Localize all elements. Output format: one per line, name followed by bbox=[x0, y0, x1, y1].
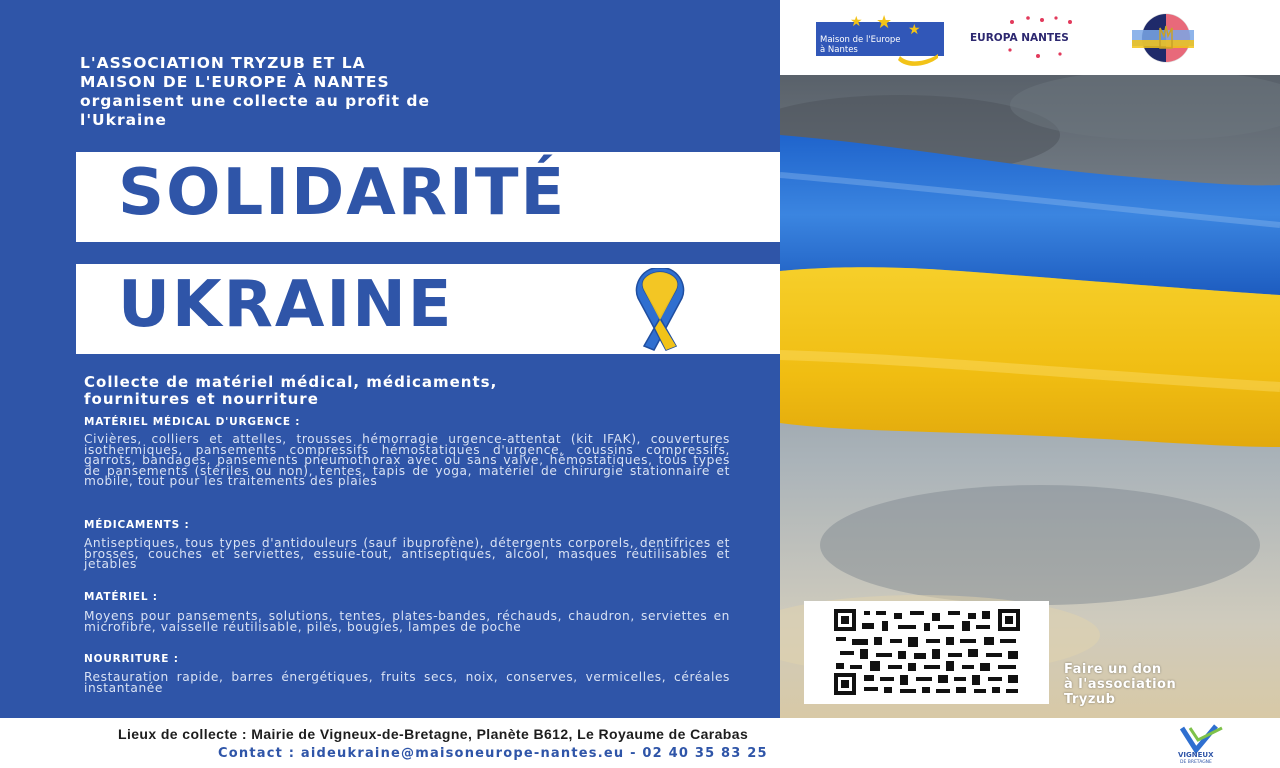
title-ukraine: UKRAINE bbox=[118, 268, 454, 342]
donate-text bbox=[1064, 662, 1176, 707]
collect-title-line: fournitures et nourriture bbox=[84, 390, 319, 408]
donate-line: Faire un don bbox=[1064, 662, 1162, 677]
contact-line[interactable]: Contact : aideukraine@maisoneurope-nantes.eu - 02 40 35 83 25 bbox=[218, 746, 768, 761]
intro-line: organisent une collecte au profit de bbox=[80, 92, 430, 110]
svg-text:VIGNEUX: VIGNEUX bbox=[1178, 751, 1214, 759]
section-heading: MATÉRIEL : bbox=[84, 591, 158, 603]
tryzub-logo bbox=[1132, 14, 1194, 62]
donate-line: Tryzub bbox=[1064, 692, 1116, 707]
svg-text:★: ★ bbox=[876, 12, 893, 33]
qr-code-icon bbox=[804, 601, 1049, 704]
section-heading: NOURRITURE : bbox=[84, 653, 179, 665]
svg-text:à Nantes: à Nantes bbox=[820, 45, 858, 55]
qr-code[interactable] bbox=[804, 601, 1049, 704]
svg-text:★: ★ bbox=[908, 22, 921, 38]
donate-line: à l'association bbox=[1064, 677, 1177, 692]
ribbon-icon bbox=[598, 268, 722, 352]
vigneux-logo bbox=[1176, 724, 1246, 764]
section-body: Civières, colliers et attelles, trousses hémorragie urgence-attentat (kit IFAK), couvertures isothermiques, pansements compressifs hémostatiques d'urgence, coussins compressifs, garrots, bandages, pansements pneumothorax avec ou sans valve, hémostatiques, tous types de pansements (stériles ou non), tentes, tapis de yoga, matériel de chirurgie stationnaire et mobile, tout pour les traitements des plaies bbox=[84, 432, 730, 489]
title-box-solidarite bbox=[76, 152, 780, 242]
intro-line: MAISON DE L'EUROPE À NANTES bbox=[80, 73, 390, 91]
collect-title bbox=[84, 374, 744, 408]
svg-text:Maison de l'Europe: Maison de l'Europe bbox=[820, 35, 901, 45]
intro-line: l'Ukraine bbox=[80, 111, 167, 129]
title-box-ukraine bbox=[76, 264, 780, 354]
svg-text:DE BRETAGNE: DE BRETAGNE bbox=[1180, 760, 1212, 764]
footer bbox=[0, 718, 1280, 768]
section-heading: MATÉRIEL MÉDICAL D'URGENCE : bbox=[84, 416, 301, 428]
maison-europe-logo bbox=[816, 12, 944, 66]
section-body: Restauration rapide, barres énergétiques, fruits secs, noix, conserves, vermicelles, céréales instantanée bbox=[84, 670, 730, 695]
title-solidarite: SOLIDARITÉ bbox=[118, 156, 567, 230]
section-body: Moyens pour pansements, solutions, tentes, plates-bandes, réchauds, chaudron, serviettes en microfibre, vaisselle réutilisable, piles, bougies, lampes de poche bbox=[84, 609, 730, 634]
partner-logos bbox=[780, 0, 1280, 75]
section-heading: MÉDICAMENTS : bbox=[84, 519, 190, 531]
svg-text:★: ★ bbox=[850, 14, 863, 30]
intro-line: L'ASSOCIATION TRYZUB ET LA bbox=[80, 54, 366, 72]
collection-places: Lieux de collecte : Mairie de Vigneux-de-Bretagne, Planète B612, Le Royaume de Carabas bbox=[118, 726, 749, 742]
svg-text:EUROPA NANTES: EUROPA NANTES bbox=[970, 32, 1069, 44]
logos-graphic bbox=[780, 0, 1280, 75]
intro-text bbox=[80, 54, 640, 130]
europa-nantes-logo bbox=[970, 16, 1072, 58]
collect-title-line: Collecte de matériel médical, médicaments, bbox=[84, 373, 498, 391]
section-body: Antiseptiques, tous types d'antidouleurs (sauf ibuprofène), détergents corporels, dentifrices et brosses, couches et serviettes, essuie-tout, antiseptiques, alcool, masques réutilisables et jetables bbox=[84, 536, 730, 572]
